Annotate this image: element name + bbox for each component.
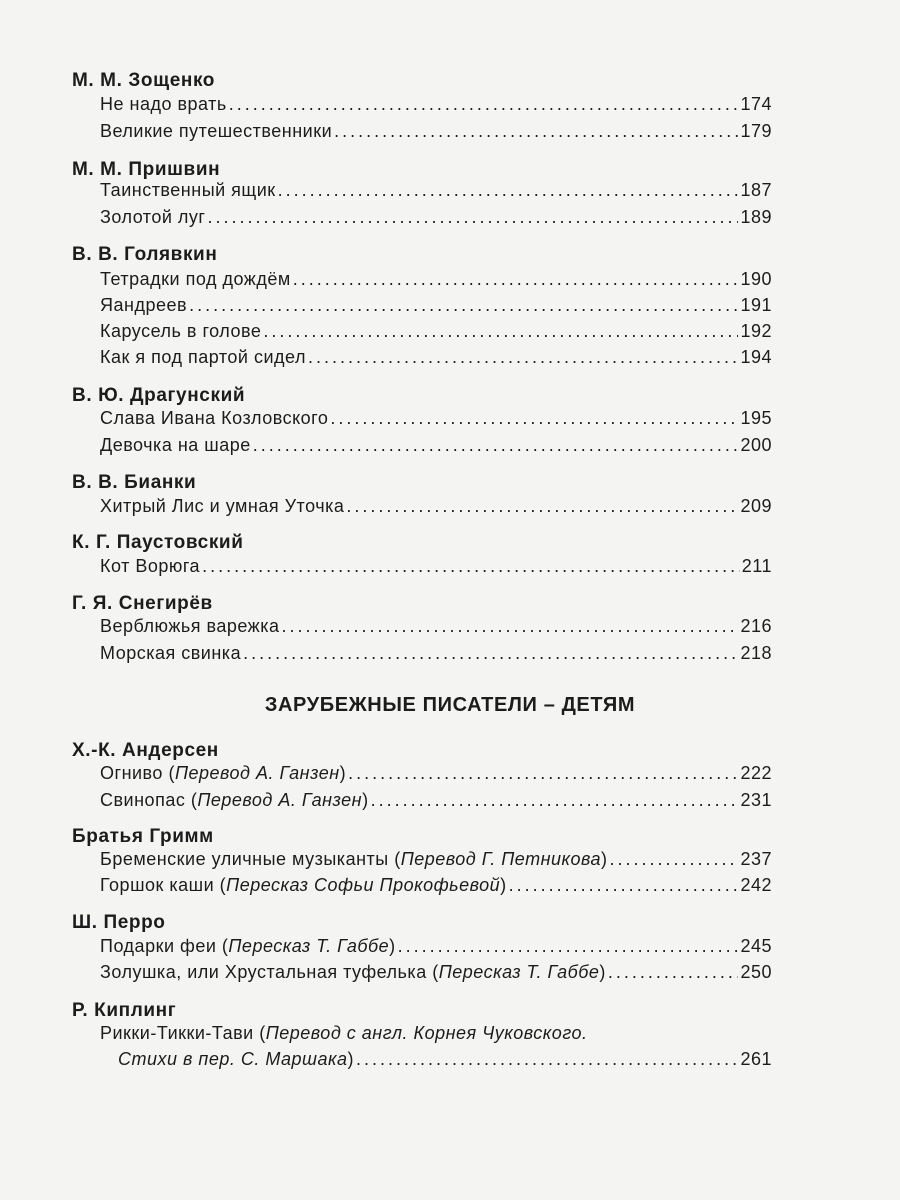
entry-note: Пересказ Т. Габбе <box>438 962 600 982</box>
page-number: 189 <box>740 207 772 227</box>
page-number: 222 <box>740 763 772 783</box>
toc-entry <box>100 962 772 983</box>
author-heading: М. М. Пришвин <box>72 159 221 180</box>
page-number: 195 <box>740 408 772 428</box>
page-number: 187 <box>740 180 772 200</box>
page-number: 211 <box>741 556 772 576</box>
toc-entry <box>100 435 772 456</box>
page-number: 190 <box>740 269 772 289</box>
entry-title: Верблюжья варежка <box>100 616 280 636</box>
toc-entry <box>100 94 772 115</box>
section-heading: ЗАРУБЕЖНЫЕ ПИСАТЕЛИ – ДЕТЯМ <box>264 694 636 716</box>
entry-title: Огниво (Перевод А. Ганзен) <box>100 763 347 783</box>
entry-note: Пересказ Т. Габбе <box>228 936 390 956</box>
author-heading: Х.-К. Андерсен <box>72 740 219 761</box>
toc-entry: Стихи в пер. С. Маршака) ..... 261 <box>118 1049 772 1070</box>
entry-title: Подарки феи (Пересказ Т. Габбе) <box>100 936 396 956</box>
page-number: 209 <box>740 496 772 516</box>
entry-title: Слава Ивана Козловского <box>100 408 329 428</box>
entry-title: Не надо врать <box>100 94 227 114</box>
entry-title: Золушка, или Хрустальная туфелька (Пересказ Т. Габбе) <box>100 962 606 982</box>
entry-note: Перевод А. Ганзен <box>197 790 363 810</box>
author-heading: М. М. Зощенко <box>72 70 216 91</box>
toc-entry <box>100 269 772 290</box>
entry-note: Перевод с англ. Корнея Чуковского. <box>265 1023 588 1043</box>
author-heading: Р. Киплинг <box>72 1000 177 1021</box>
toc-entry <box>100 496 772 517</box>
author-heading: Ш. Перро <box>72 912 166 933</box>
page-number: 237 <box>740 849 772 869</box>
page-number: 192 <box>740 321 772 341</box>
author-heading: В. В. Голявкин <box>72 244 218 265</box>
entry-title: Рикки-Тикки-Тави (Перевод с англ. Корнея Чуковского. <box>100 1023 588 1043</box>
author-heading: К. Г. Паустовский <box>72 532 244 553</box>
entry-title: Морская свинка <box>100 643 242 663</box>
entry-note: Перевод Г. Петникова <box>400 849 602 869</box>
toc-entry <box>100 790 772 811</box>
author-heading: Братья Гримм <box>72 826 214 847</box>
author-heading: В. В. Бианки <box>72 472 197 493</box>
entry-title: Как я под партой сидел <box>100 347 306 367</box>
page-number: 250 <box>740 962 772 982</box>
entry-title: Карусель в голове <box>100 321 262 341</box>
page-number: 194 <box>740 347 772 367</box>
toc-entry <box>100 207 772 228</box>
toc-entry <box>100 556 772 577</box>
entry-title: Девочка на шаре <box>100 435 251 455</box>
entry-title: Золотой луг <box>100 207 206 227</box>
page-number: 200 <box>740 435 772 455</box>
toc-entry <box>100 321 772 342</box>
page-number: 179 <box>740 121 772 141</box>
entry-note: Пересказ Софьи Прокофьевой <box>226 875 501 895</box>
toc-entry <box>100 121 772 142</box>
toc-entry <box>100 347 772 368</box>
entry-title: Хитрый Лис и умная Уточка <box>100 496 345 516</box>
entry-title: Тетрадки под дождём <box>100 269 291 289</box>
toc-entry <box>100 616 772 637</box>
toc-entry <box>100 849 772 870</box>
entry-title: Яандреев <box>100 295 188 315</box>
entry-title: Кот Ворюга <box>100 556 201 576</box>
author-heading: В. Ю. Драгунский <box>72 385 246 406</box>
page-number: 242 <box>740 875 772 895</box>
entry-note: Стихи в пер. С. Маршака <box>118 1049 348 1069</box>
author-heading: Г. Я. Снегирёв <box>72 593 213 614</box>
entry-note: Перевод А. Ганзен <box>174 763 340 783</box>
toc-entry <box>100 763 772 784</box>
entry-title: Горшок каши (Пересказ Софьи Прокофьевой) <box>100 875 507 895</box>
toc-entry <box>100 936 772 957</box>
toc-entry <box>100 180 772 201</box>
page-number: 261 <box>740 1049 772 1069</box>
toc-entry <box>100 408 772 429</box>
page-number: 231 <box>740 790 772 810</box>
entry-title: Бременские уличные музыканты (Перевод Г. Петникова) <box>100 849 608 869</box>
page-number: 218 <box>740 643 772 663</box>
page-number: 191 <box>740 295 772 315</box>
toc-entry <box>100 643 772 664</box>
toc-entry <box>100 295 772 316</box>
toc-entry <box>100 875 772 896</box>
page-number: 245 <box>740 936 772 956</box>
page-number: 216 <box>740 616 772 636</box>
entry-title: Великие путешественники <box>100 121 333 141</box>
page-number: 174 <box>740 94 772 114</box>
entry-title: Таинственный ящик <box>100 180 276 200</box>
entry-title: Свинопас (Перевод А. Ганзен) <box>100 790 369 810</box>
